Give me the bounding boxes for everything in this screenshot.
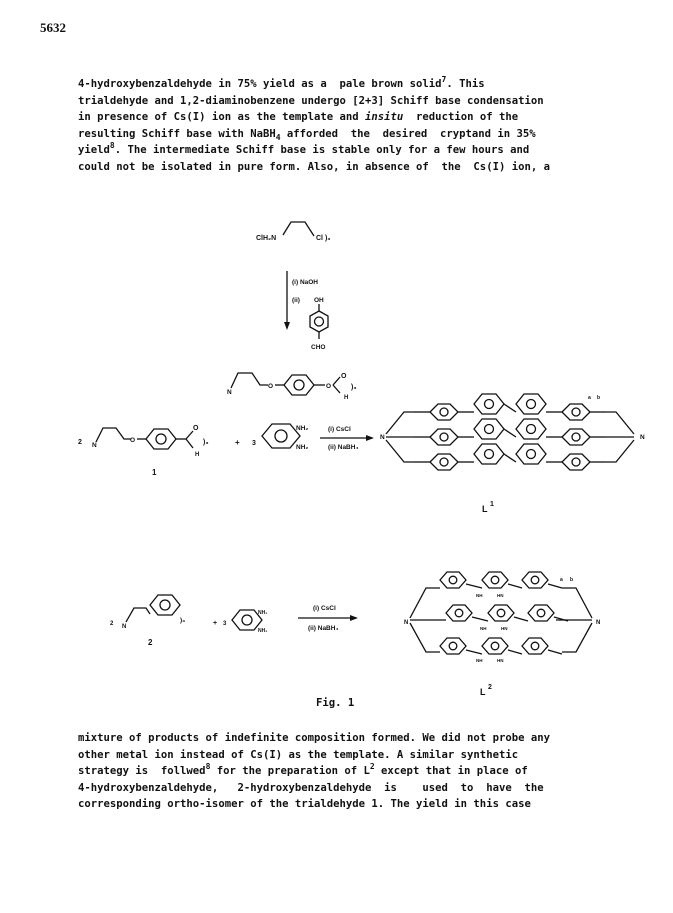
svg-text:HN: HN (501, 626, 508, 631)
tripod-chain (231, 373, 268, 388)
p2-line-3: strategy is follwed$^8$ for the preparation of $L^2$ except that in place of (78, 762, 528, 778)
compound-2-label: 2 (148, 638, 153, 647)
reagent-chain (283, 222, 314, 236)
coef-3: 3 (252, 440, 256, 447)
svg-text:NH₂: NH₂ (258, 610, 268, 616)
svg-text:+: + (235, 438, 240, 447)
svg-text:b: b (597, 395, 601, 401)
svg-text:)₃: )₃ (351, 384, 357, 391)
cryptand-L2 (404, 572, 600, 697)
cryptand-L1 (380, 394, 645, 514)
r2-step2: (ii) NaBH₄ (308, 625, 339, 632)
svg-text:)₃: )₃ (180, 617, 186, 624)
svg-text:b: b (570, 577, 574, 583)
svg-text:N: N (640, 434, 645, 441)
svg-text:H: H (195, 452, 200, 458)
down-arrow-head (284, 322, 290, 330)
svg-text:N: N (596, 620, 601, 626)
svg-text:N: N (404, 620, 409, 626)
figure-caption: Fig. 1 (316, 697, 355, 709)
svg-text:3: 3 (223, 621, 227, 627)
svg-text:+: + (213, 620, 218, 627)
svg-text:N: N (380, 434, 385, 441)
svg-text:NH: NH (480, 626, 487, 631)
p2-line-1: mixture of products of indefinite composition formed. We did not probe any (78, 732, 550, 744)
L1-sup: 1 (490, 501, 494, 508)
svg-text:NH₂: NH₂ (258, 628, 268, 634)
svg-text:)₃: )₃ (203, 439, 209, 446)
svg-text:a: a (588, 395, 591, 401)
svg-text:O: O (341, 373, 347, 380)
r1-step1: (i) CsCl (328, 426, 351, 433)
paragraph-2 (78, 730, 624, 813)
cho-label: CHO (311, 344, 326, 351)
svg-text:NH₂: NH₂ (296, 444, 309, 451)
p2-line-2: other metal ion instead of Cs(I) as the template. A similar synthetic (78, 748, 519, 761)
tripod-n: N (227, 389, 232, 396)
page-number: 5632 (40, 20, 66, 35)
svg-text:O: O (130, 437, 136, 444)
svg-text:a: a (560, 577, 563, 583)
cl3-label: Cl )₃ (316, 235, 331, 242)
r2-step1: (i) CsCl (313, 605, 336, 612)
step2-label: (ii) (292, 297, 300, 304)
p1-line-4: resulting Schiff base with NaBH$_4$ afforded the desired cryptand in 35% (78, 127, 536, 142)
svg-text:H: H (344, 395, 349, 401)
oh-label: OH (314, 297, 324, 304)
p1-line-6: could not be isolated in pure form. Also, in absence of the Cs(I) ion, a (78, 160, 550, 173)
coef-2b: 2 (110, 621, 114, 627)
p1-line-2: trialdehyde and 1,2-diaminobenzene undergo [2+3] Schiff base condensation (78, 94, 544, 107)
tripod-ring (284, 375, 314, 395)
phenol-ring (310, 311, 328, 332)
p2-line-5: corresponding ortho-isomer of the trialdehyde 1. The yield in this case (78, 798, 531, 811)
svg-text:N: N (122, 624, 127, 630)
svg-text:N: N (92, 442, 97, 449)
p1-line-5: yield$^8$. The intermediate Schiff base is stable only for a few hours and (78, 141, 530, 157)
svg-text:NH: NH (476, 658, 483, 663)
svg-text:HN: HN (497, 658, 504, 663)
p2-line-4: 4-hydroxybenzaldehyde, 2-hydroxybenzaldehyde is used to have the (78, 781, 544, 794)
p1-line-3: in presence of Cs(I) ion as the template and insitu reduction of the (78, 111, 519, 124)
svg-text:O: O (268, 383, 274, 390)
svg-text:HN: HN (497, 593, 504, 598)
coef-2: 2 (78, 439, 82, 446)
step1-label: (i) NaOH (292, 279, 318, 286)
L1-label: L (482, 504, 488, 514)
diamine-ring (262, 424, 300, 448)
aldehyde-ring (146, 429, 176, 449)
L2-label: L (480, 687, 486, 697)
r1-step2: (ii) NaBH₄ (328, 444, 359, 451)
p1-line-1: 4-hydroxybenzaldehyde in 75% yield as a pale brown solid$^7$. This (78, 75, 485, 90)
svg-text:O: O (193, 425, 199, 432)
svg-text:O: O (326, 383, 332, 390)
compound-1-label: 1 (152, 468, 157, 477)
o-aldehyde-ring (150, 595, 180, 615)
L2-sup: 2 (488, 684, 492, 691)
svg-text:NH₂: NH₂ (296, 425, 309, 432)
svg-text:NH: NH (476, 593, 483, 598)
reagent-label: ClH₂N (256, 235, 277, 242)
